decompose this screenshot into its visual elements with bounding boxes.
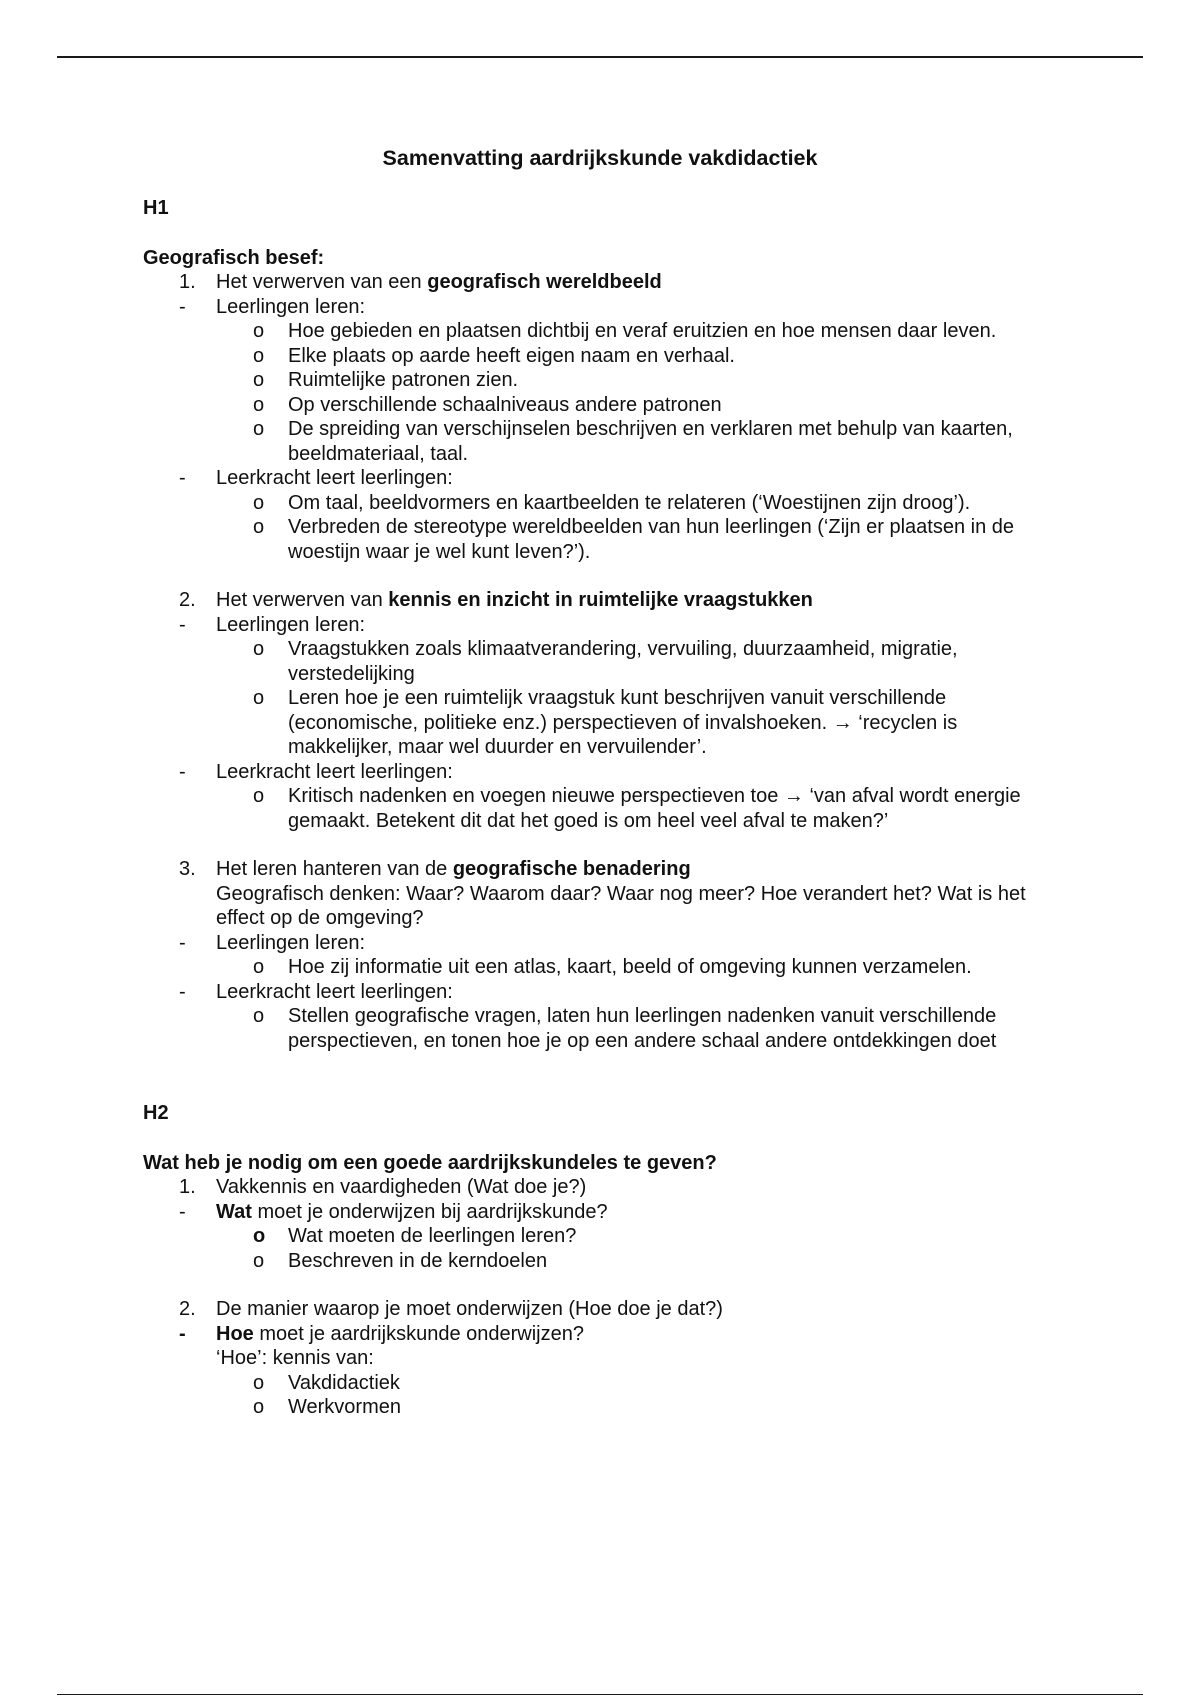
numbered-item: 2. De manier waarop je moet onderwijzen (Hoe doe je dat?) [179, 1298, 723, 1320]
header-rule [57, 56, 1143, 58]
dash-item: - Leerkracht leert leerlingen: [179, 980, 453, 1003]
numbered-item: 3. Het leren hanteren van de geografische benadering [179, 858, 691, 880]
section-heading-h2: Wat heb je nodig om een goede aardrijkskundeles te geven? [143, 1151, 717, 1174]
item-description: Geografisch denken: Waar? Waarom daar? Waar nog meer? Hoe verandert het? Wat is het effect op de omgeving? [216, 882, 1026, 929]
list-item: o Om taal, beeldvormers en kaartbeelden te relateren (‘Woestijnen zijn droog’). [253, 491, 971, 514]
list-item: o Ruimtelijke patronen zien. [253, 369, 519, 391]
numbered-item: 1. Het verwerven van een geografisch wereldbeeld [179, 271, 662, 293]
dash-item: - Wat moet je onderwijzen bij aardrijkskunde? [179, 1200, 608, 1223]
list-item: o Vakdidactiek [253, 1371, 400, 1394]
list-item: o Leren hoe je een ruimtelijk vraagstuk kunt beschrijven vanuit verschillende (economische, politieke enz.) perspectieven of invalshoeken. → ‘recyclen is makkelijker, maar wel duurder en vervuilender’. [253, 687, 958, 758]
list-item: o Vraagstukken zoals klimaatverandering, vervuiling, duurzaamheid, migratie, verstedelijking [253, 638, 958, 685]
footer-rule [57, 1694, 1143, 1695]
numbered-item: 1. Vakkennis en vaardigheden (Wat doe je?) [179, 1176, 587, 1198]
dash-item: - Leerlingen leren: [179, 931, 365, 954]
numbered-item: 2. Het verwerven van kennis en inzicht in ruimtelijke vraagstukken [179, 589, 813, 611]
section-label-h1: H1 [143, 197, 169, 219]
list-item: o Hoe gebieden en plaatsen dichtbij en veraf eruitzien en hoe mensen daar leven. [253, 320, 997, 342]
section-heading-h1: Geografisch besef: [143, 246, 325, 269]
list-item: o De spreiding van verschijnselen beschrijven en verklaren met behulp van kaarten, beeldmateriaal, taal. [253, 418, 1013, 465]
dash-item: - Leerkracht leert leerlingen: [179, 760, 453, 783]
dash-item: - Leerlingen leren: [179, 613, 365, 636]
list-item: o Kritisch nadenken en voegen nieuwe perspectieven toe → ‘van afval wordt energie gemaakt. Betekent dit dat het goed is om heel veel afval te maken?’ [253, 785, 1021, 832]
list-item: o Op verschillende schaalniveaus andere patronen [253, 393, 722, 416]
item-description: ‘Hoe’: kennis van: [216, 1347, 374, 1369]
list-item: o Hoe zij informatie uit een atlas, kaart, beeld of omgeving kunnen verzamelen. [253, 956, 972, 978]
dash-item: - Leerkracht leert leerlingen: [179, 467, 453, 489]
dash-item: - Hoe moet je aardrijkskunde onderwijzen? [179, 1322, 584, 1345]
dash-item: - Leerlingen leren: [179, 295, 365, 318]
list-item: o Werkvormen [253, 1396, 401, 1418]
section-label-h2: H2 [143, 1102, 169, 1124]
document-title: Samenvatting aardrijkskunde vakdidactiek [382, 146, 818, 170]
list-item: o Stellen geografische vragen, laten hun leerlingen nadenken vanuit verschillende perspectieven, en tonen hoe je op een andere schaal andere ontdekkingen doet [253, 1005, 997, 1052]
list-item: o Elke plaats op aarde heeft eigen naam en verhaal. [253, 344, 735, 367]
document-body [143, 146, 1063, 1420]
list-item: o Beschreven in de kerndoelen [253, 1249, 548, 1272]
list-item: o Wat moeten de leerlingen leren? [253, 1225, 577, 1247]
list-item: o Verbreden de stereotype wereldbeelden van hun leerlingen (‘Zijn er plaatsen in de woestijn waar je wel kunt leven?’). [253, 516, 1015, 563]
